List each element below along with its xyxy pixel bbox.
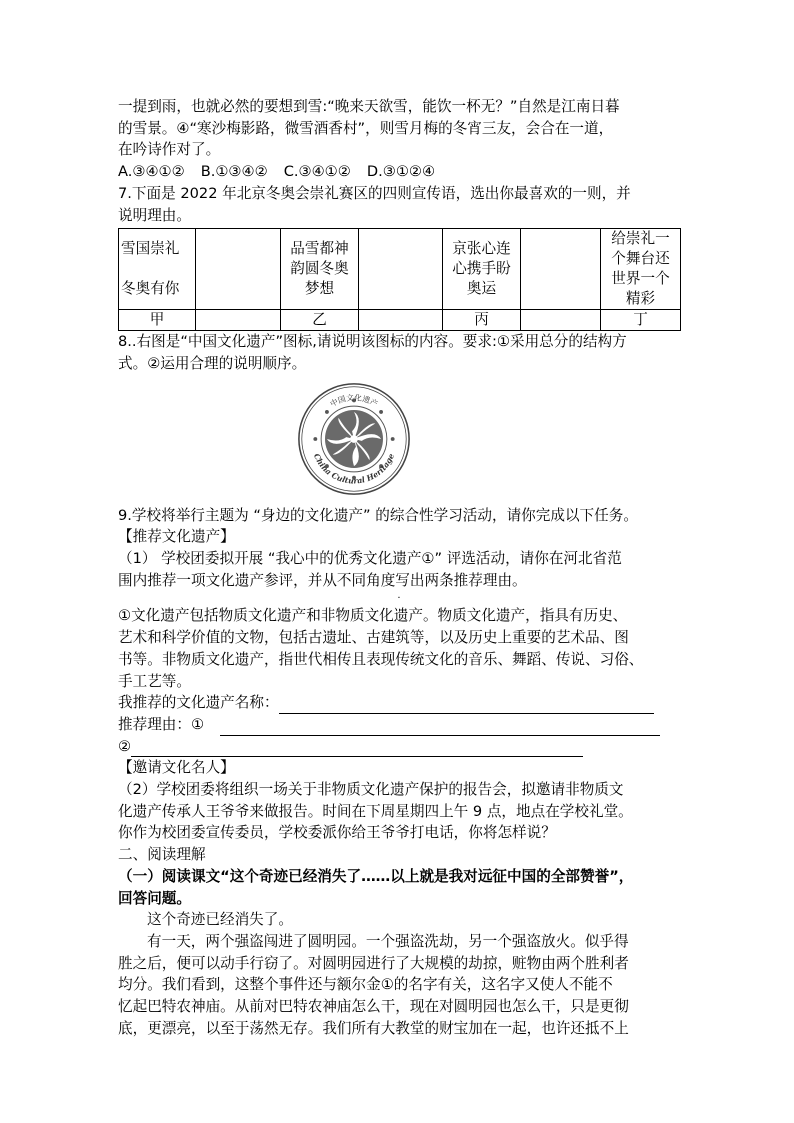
table-cell: 品雪都神 韵圆冬奥 梦想 xyxy=(281,229,359,310)
table-row xyxy=(119,229,681,310)
part-heading: 二、阅读理解 xyxy=(118,846,206,864)
intro-line: 在吟诗作对了。 xyxy=(118,141,221,159)
task1-line: （1） 学校团委拟开展 “我心中的优秀文化遗产①” 评选活动，请你在河北省范 xyxy=(118,550,622,568)
option-b: B.①③④② xyxy=(200,163,268,181)
emblem-area xyxy=(118,381,680,497)
task2-line: （2）学校团委将组织一场关于非物质文化遗产保护的报告会，拟邀请非物质文 xyxy=(118,781,624,799)
reading-subheading: 回答问题。 xyxy=(118,889,191,907)
reading-line: 均分。我们看到，这整个事件还与额尔金①的名字有关，这名字又使人不能不 xyxy=(118,976,613,994)
q8-line: 8..右图是“中国文化遗产”图标,请说明该图标的内容。要求:①采用总分的结构方 xyxy=(118,333,627,351)
section-heading: 【邀请文化名人】 xyxy=(118,759,235,777)
q8-line: 式。②运用合理的说明顺序。 xyxy=(118,354,307,372)
table-row xyxy=(119,310,681,331)
option-d: D.③①②④ xyxy=(366,163,436,181)
q9-intro: 9.学校将举行主题为 “身边的文化遗产” 的综合性学习活动，请你完成以下任务。 xyxy=(118,506,638,524)
option-a: A.③④①② xyxy=(118,163,185,181)
reason2-answer-line[interactable] xyxy=(131,741,583,757)
table-cell: 给崇礼一 个舞台还 世界一个 精彩 xyxy=(601,229,681,310)
table-cell xyxy=(521,310,601,331)
note-line: ①文化遗产包括物质文化遗产和非物质文化遗产。物质文化遗产，指具有历史、 xyxy=(118,607,628,625)
reading-line: 胜之后，便可以动手行窃了。对圆明园进行了大规模的劫掠，赃物由两个胜利者 xyxy=(118,954,629,972)
note-line: 书等。非物质文化遗产，指世代相传且表现传统文化的音乐、舞蹈、传说、习俗、 xyxy=(118,650,644,668)
slogan-table xyxy=(118,228,681,331)
emblem-bottom-text: China Cultural Heritage xyxy=(311,451,397,486)
reason-row xyxy=(118,714,680,736)
note-line: 艺术和科学价值的文物，包括古遗址、古建筑等，以及历史上重要的艺术品、图 xyxy=(118,629,629,647)
table-cell: 雪国崇礼 冬奥有你 xyxy=(119,229,196,310)
table-cell: 乙 xyxy=(281,310,359,331)
task2-line: 化遗产传承人王爷爷来做报告。时间在下周星期四上午 9 点，地点在学校礼堂。 xyxy=(118,802,633,820)
reading-subheading: （一）阅读课文“这个奇迹已经消失了……以上就是我对远征中国的全部赞誉”， xyxy=(118,867,634,885)
table-cell xyxy=(196,229,281,310)
note-line: 手工艺等。 xyxy=(118,672,191,690)
china-cultural-heritage-emblem xyxy=(296,381,412,497)
table-cell: 丁 xyxy=(601,310,681,331)
table-cell xyxy=(196,310,281,331)
table-cell xyxy=(359,310,443,331)
table-cell xyxy=(521,229,601,310)
name-answer-line[interactable] xyxy=(279,698,654,714)
reason2-label: ② xyxy=(118,737,132,755)
intro-line: 一提到雨，也就必然的要想到雪:“晚来天欲雪，能饮一杯无？”自然是江南日暮 xyxy=(118,98,620,115)
q7-line: 说明理由。 xyxy=(118,206,191,224)
answer-options xyxy=(118,161,680,183)
reason2-row xyxy=(118,736,680,758)
reason1-answer-line[interactable] xyxy=(220,720,660,736)
document-page xyxy=(118,96,680,1040)
task2-line: 你作为校团委宣传委员，学校委派你给王爷爷打电话，你将怎样说？ xyxy=(118,824,556,842)
table-cell: 丙 xyxy=(443,310,521,331)
name-label: 我推荐的文化遗产名称： xyxy=(118,694,279,712)
reading-line: 这个奇迹已经消失了。 xyxy=(147,911,293,929)
reading-line: 忆起巴特农神庙。从前对巴特农神庙怎么干，现在对圆明园也怎么干，只是更彻 xyxy=(118,998,629,1016)
q7-line: 7.下面是 2022 年北京冬奥会崇礼赛区的四则宣传语，选出你最喜欢的一则，并 xyxy=(118,184,631,202)
emblem-top-text: 中国文化遗产 xyxy=(328,392,380,409)
name-row xyxy=(118,692,680,714)
intro-line: 的雪景。④“寒沙梅影路，微雪酒香村”，则雪月梅的冬宵三友，会合在一道， xyxy=(118,119,614,137)
reading-line: 底，更漂亮，以至于荡然无存。我们所有大教堂的财宝加在一起，也许还抵不上 xyxy=(118,1019,629,1037)
table-cell: 京张心连 心携手盼 奥运 xyxy=(443,229,521,310)
option-c: C.③④①② xyxy=(283,163,351,181)
table-cell xyxy=(359,229,443,310)
section-heading: 【推荐文化遗产】 xyxy=(118,528,235,546)
reason-label: 推荐理由：① xyxy=(118,715,205,733)
reading-line: 有一天，两个强盗闯进了圆明园。一个强盗洗劫，另一个强盗放火。似乎得 xyxy=(147,932,629,950)
task1-line: 围内推荐一项文化遗产参评，并从不同角度写出两条推荐理由。 xyxy=(118,571,527,589)
table-cell: 甲 xyxy=(119,310,196,331)
dot-mark: . xyxy=(397,590,401,602)
